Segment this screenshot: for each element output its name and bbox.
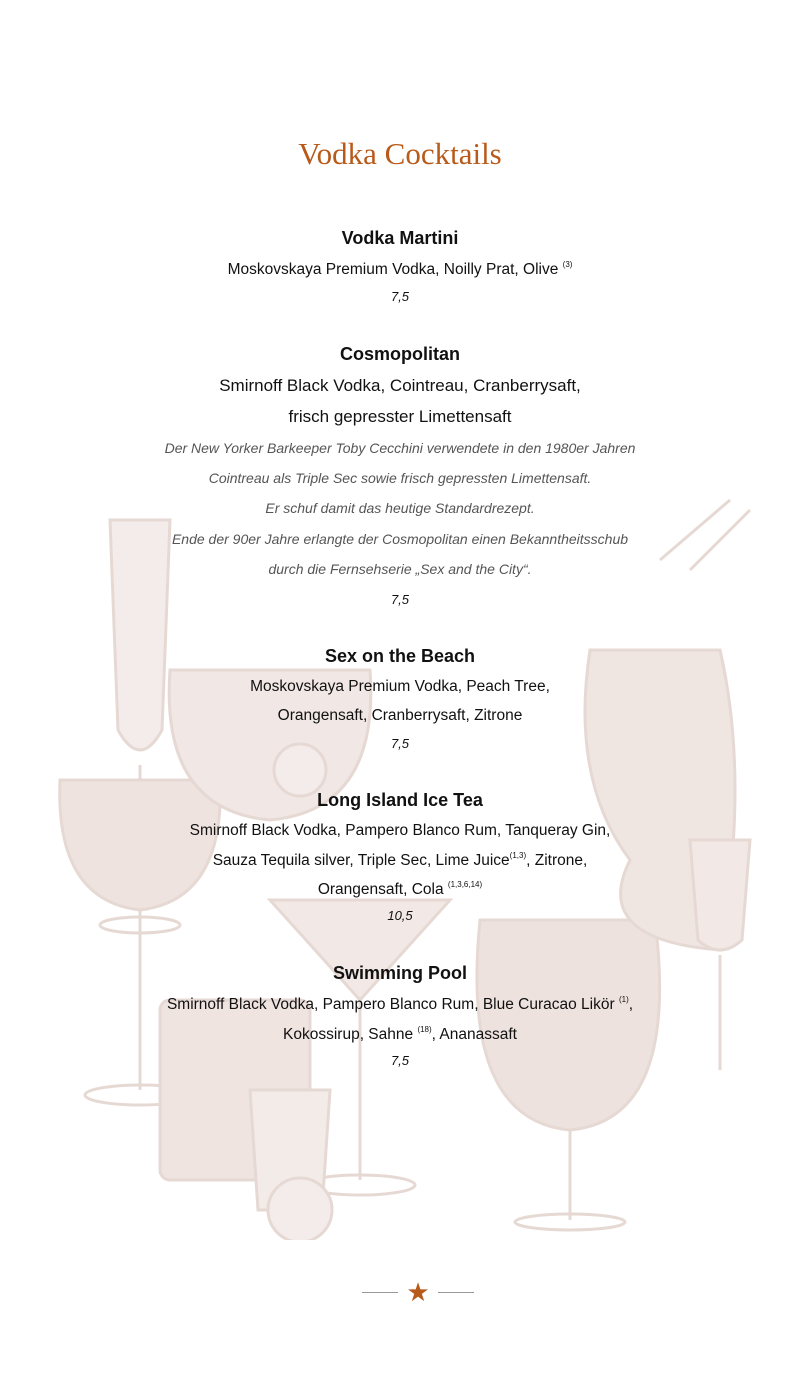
- ingredients-line: Moskovskaya Premium Vodka, Peach Tree,: [250, 678, 550, 695]
- allergen-note: (1): [618, 995, 629, 1004]
- ingredients-text: Orangensaft, Cola: [317, 881, 444, 898]
- ingredients-line: [0, 1025, 800, 1044]
- price: 7,5: [390, 592, 410, 607]
- ingredients-line: [0, 995, 800, 1014]
- ingredients-line: Smirnoff Black Vodka, Cointreau, Cranberrysaft,: [219, 376, 581, 395]
- ingredients-text: ,: [628, 996, 634, 1013]
- ingredients-text: Moskovskaya Premium Vodka, Noilly Prat, Olive: [227, 261, 559, 278]
- ingredients-text: , Zitrone,: [526, 852, 588, 869]
- ingredients-line: [0, 851, 800, 870]
- ingredients-line: [0, 880, 800, 899]
- star-icon: ★: [406, 1277, 430, 1307]
- description-line: Ende der 90er Jahre erlangte der Cosmopolitan einen Bekanntheitsschub: [171, 531, 629, 547]
- description-line: Er schuf damit das heutige Standardrezept.: [265, 500, 535, 516]
- ingredients-text: Sauza Tequila silver, Triple Sec, Lime Juice: [212, 852, 510, 869]
- allergen-note: (18): [417, 1025, 432, 1034]
- cocktail-name: Long Island Ice Tea: [317, 790, 483, 810]
- page-title: Vodka Cocktails: [298, 136, 502, 171]
- ingredients-line: Orangensaft, Cranberrysaft, Zitrone: [277, 707, 523, 724]
- allergen-note: (1,3): [509, 851, 527, 860]
- cocktail-name: Cosmopolitan: [340, 344, 460, 364]
- ingredients-text: Kokossirup, Sahne: [283, 1026, 414, 1043]
- description-line: durch die Fernsehserie „Sex and the City“.: [268, 561, 532, 577]
- cocktail-name: Vodka Martini: [341, 228, 459, 248]
- cocktail-name: Sex on the Beach: [324, 646, 476, 666]
- description-line: Der New Yorker Barkeeper Toby Cecchini verwendete in den 1980er Jahren: [164, 440, 636, 456]
- divider-line: [362, 1292, 398, 1293]
- price: 10,5: [387, 908, 413, 923]
- ingredients-text: , Ananassaft: [431, 1026, 517, 1043]
- price: 7,5: [390, 1053, 410, 1068]
- ingredients-text: Smirnoff Black Vodka, Pampero Blanco Rum, Blue Curacao Likör: [166, 996, 615, 1013]
- cocktail-name: Swimming Pool: [332, 963, 467, 983]
- price: 7,5: [390, 289, 410, 304]
- ingredients-line: frisch gepresster Limettensaft: [288, 407, 512, 426]
- allergen-note: (1,3,6,14): [447, 880, 483, 889]
- footer-ornament: [0, 1278, 800, 1308]
- allergen-note: (3): [562, 260, 573, 269]
- ingredients-line: Smirnoff Black Vodka, Pampero Blanco Rum, Tanqueray Gin,: [189, 822, 611, 839]
- divider-line: [438, 1292, 474, 1293]
- ingredients-line: [0, 260, 800, 279]
- price: 7,5: [390, 736, 410, 751]
- description-line: Cointreau als Triple Sec sowie frisch gepressten Limettensaft.: [208, 470, 592, 486]
